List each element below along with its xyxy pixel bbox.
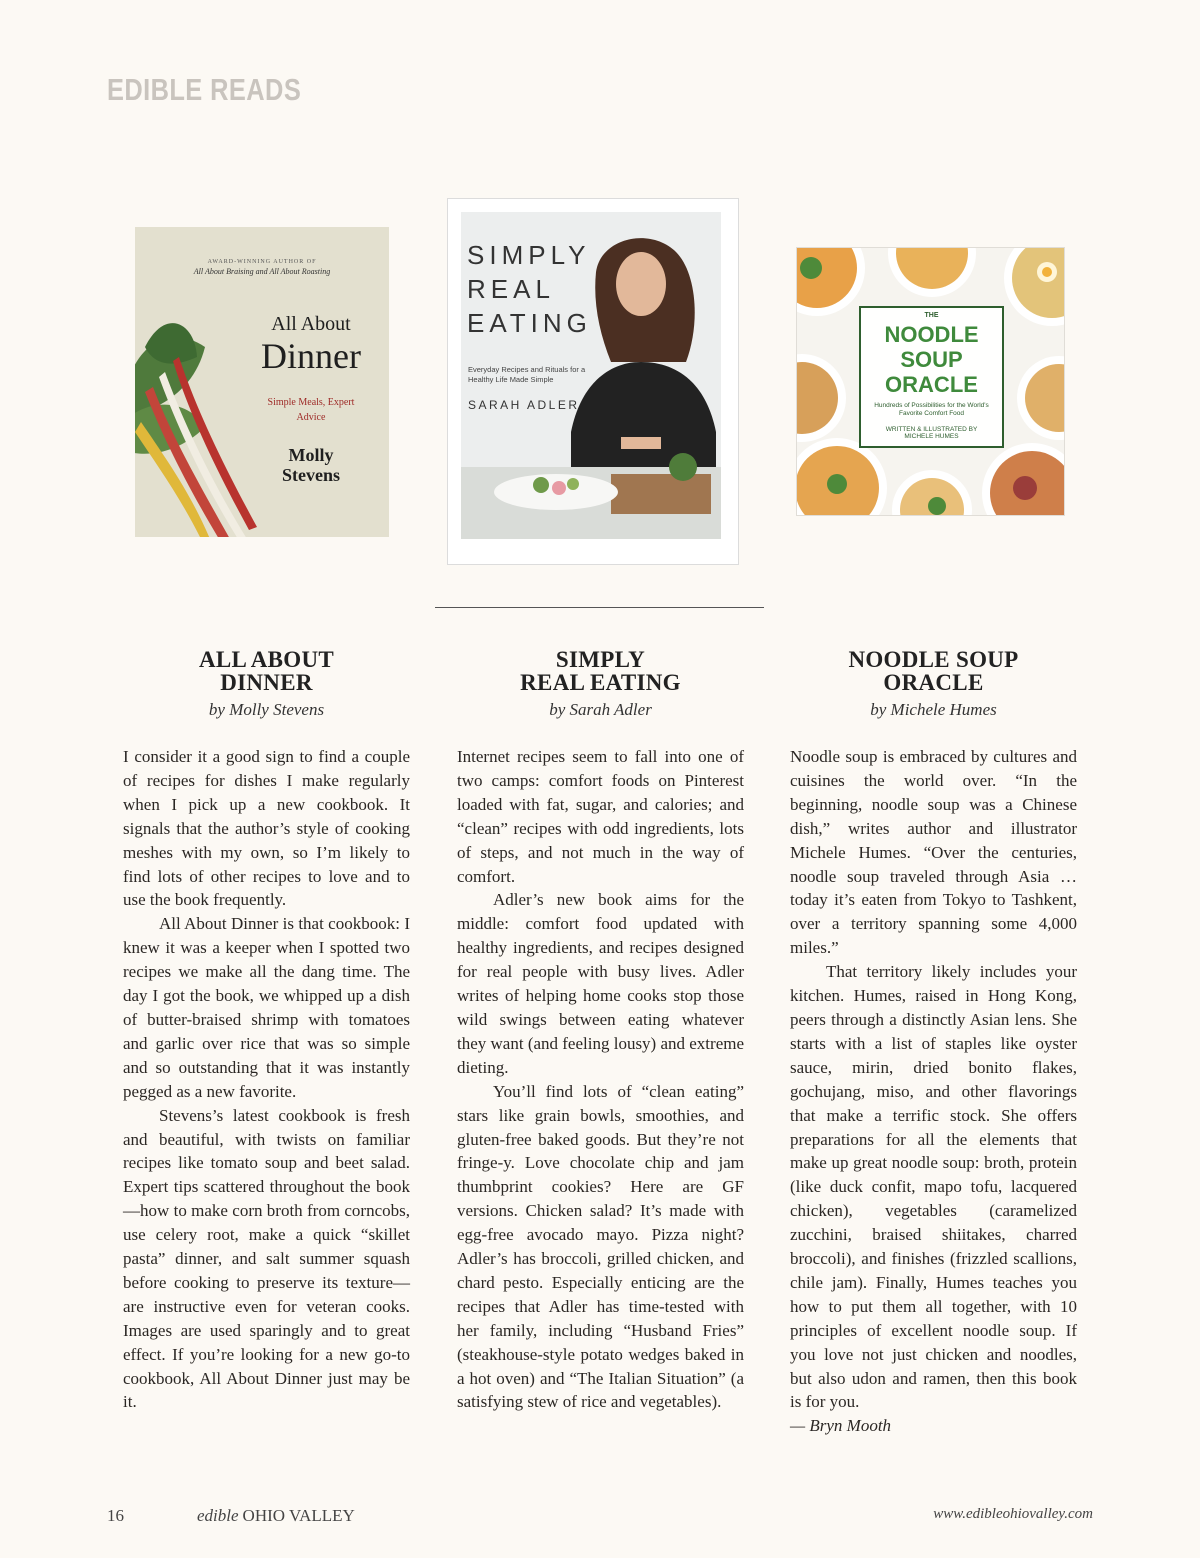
cover-author-line2: Stevens bbox=[282, 465, 340, 485]
review-noodle-soup-oracle bbox=[790, 648, 1077, 1438]
cover-title-line3: EATING bbox=[467, 308, 592, 338]
review-paragraph: Noodle soup is embraced by cultures and cuisines the world over. “In the beginning, noodle soup was a Chinese dish,” writes author and illustrator Michele Humes. “Over the centuries, noodle soup traveled through Asia … today it’s eaten from Tokyo to Tashkent, over a territory spanning some 4,000 miles.” bbox=[790, 747, 1077, 958]
review-author: by Sarah Adler bbox=[549, 700, 652, 719]
cover-title bbox=[861, 322, 1002, 397]
cover-title-line2: REAL bbox=[467, 274, 555, 304]
website-url: www.edibleohiovalley.com bbox=[933, 1506, 1093, 1522]
review-paragraph: You’ll find lots of “clean eating” stars like grain bowls, smoothies, and gluten-free baked goods. But they’re not fringe-y. Love chocolate chip and jam thumbprint cookies? Here are GF versions. Chicken salad? It’s made with egg-free avocado mayo. Pizza night? Adler’s has broccoli, grilled chicken, and chard pesto. Especially enticing are the recipes that Adler has time-tested with her family, including “Husband Fries” (steakhouse-style potato wedges baked in a hot oven) and “The Italian Situation” (a satisfying stew of rice and vegetables). bbox=[457, 1081, 744, 1412]
cover-title-line1: All About bbox=[271, 313, 351, 335]
review-paragraph: I consider it a good sign to find a couple of recipes for dishes I make regularly when I pick up a new cookbook. It signals that the author’s style of cooking meshes with my own, so I’m likely to find lots of other recipes to love and to use the book frequently. bbox=[123, 747, 410, 910]
book-cover-noodle-soup-oracle bbox=[796, 247, 1065, 516]
review-title bbox=[123, 648, 410, 694]
review-all-about-dinner bbox=[123, 648, 410, 1414]
cover-title-line2: Dinner bbox=[261, 336, 361, 376]
magazine-name-italic: edible bbox=[197, 1506, 239, 1525]
cover-author-name: MICHELE HUMES bbox=[904, 433, 959, 440]
review-title-line1: NOODLE SOUP bbox=[848, 647, 1019, 672]
review-paragraph: Stevens’s latest cookbook is fresh and beautiful, with twists on familiar recipes like tomato soup and beet salad. Expert tips scattered throughout the book—how to make corn broth from corncobs, use celery root, make a quick “skillet pasta” dinner, and salt summer squash before cooking to preserve its texture—are instructive even for veteran cooks. Images are used sparingly and to great effect. If you’re looking for a new go-to cookbook, All About Dinner just may be it. bbox=[123, 1105, 410, 1412]
review-author: by Molly Stevens bbox=[208, 700, 325, 719]
review-paragraph: All About Dinner is that cookbook: I knew it was a keeper when I spotted two recipes we make all the dang time. The day I got the book, we whipped up a dish of butter-braised shrimp with tomatoes and garlic over rice that was so simple and so outstanding that it was instantly pegged as a new favorite. bbox=[123, 914, 410, 1101]
cover-subtitle: All About Braising and All About Roasting bbox=[193, 267, 331, 276]
review-title-line1: SIMPLY bbox=[555, 647, 646, 672]
cover-title-line2: SOUP bbox=[900, 347, 963, 372]
cover-title-panel bbox=[859, 306, 1004, 448]
review-title bbox=[790, 648, 1077, 694]
section-heading: EDIBLE READS bbox=[107, 72, 302, 107]
page-number: 16 bbox=[107, 1506, 124, 1525]
review-title-line2: ORACLE bbox=[883, 670, 984, 695]
cover-subtitle: Everyday Recipes and Rituals for a Healthy Life Made Simple bbox=[468, 365, 586, 384]
cover-author: SARAH ADLER bbox=[468, 398, 580, 412]
review-title-line2: REAL EATING bbox=[520, 670, 681, 695]
review-title-line1: ALL ABOUT bbox=[199, 647, 334, 672]
review-paragraph: Adler’s new book aims for the middle: comfort food updated with healthy ingredients, and recipes designed for real people with busy lives. Adler writes of helping home cooks stop those wild swings between eating whatever they want (and feeling lousy) and extreme dieting. bbox=[457, 890, 745, 1077]
review-title-line2: DINNER bbox=[220, 670, 313, 695]
reviewer-byline: — Bryn Mooth bbox=[790, 1416, 892, 1436]
magazine-name bbox=[197, 1506, 355, 1526]
cover-kicker: AWARD-WINNING AUTHOR OF bbox=[207, 259, 317, 265]
cover-tagline: Simple Meals, Expert Advice bbox=[267, 397, 355, 423]
review-body bbox=[790, 745, 1077, 1438]
review-simply-real-eating bbox=[457, 648, 744, 1414]
review-author: by Michele Humes bbox=[870, 700, 997, 719]
cover-author bbox=[861, 426, 1002, 440]
cover-author-line1: Molly bbox=[288, 445, 334, 465]
review-body bbox=[123, 745, 410, 1414]
review-paragraph: Internet recipes seem to fall into one of two camps: comfort foods on Pinterest loaded with fat, sugar, and calories; and “clean” recipes with odd ingredients, lots of steps, and not much in the way of comfort. bbox=[457, 747, 744, 886]
cover-title-article: THE bbox=[924, 312, 939, 319]
book-cover-simply-real-eating bbox=[461, 212, 721, 539]
cover-title-line1: NOODLE bbox=[884, 322, 979, 347]
book-cover-all-about-dinner bbox=[135, 227, 389, 537]
magazine-name-region: OHIO VALLEY bbox=[242, 1506, 355, 1525]
cover-author bbox=[255, 445, 367, 485]
cover-title-line1: SIMPLY bbox=[467, 240, 591, 270]
review-paragraph: That territory likely includes your kitchen. Humes, raised in Hong Kong, peers through a distinctly Asian lens. She starts with a list of staples like oyster sauce, mirin, dried bonito flakes, gochujang, miso, and other flavorings that make a terrific stock. She offers preparations for all the elements that make up great noodle soup: broth, protein (like duck confit, mapo tofu, lacquered chicken), vegetables (caramelized zucchini, braised shiitakes, charred broccoli), and finishes (frizzled scallions, chile jam). Finally, Humes teaches you how to put them all together, with 10 principles of excellent noodle soup. If you love not just chicken and noodles, but also udon and ramen, then this book is for you. bbox=[790, 962, 1077, 1412]
cover-credit: WRITTEN & ILLUSTRATED BY bbox=[885, 426, 978, 433]
review-title bbox=[457, 648, 744, 694]
cover-title-line3: ORACLE bbox=[885, 372, 978, 397]
divider-rule bbox=[435, 607, 764, 608]
review-body bbox=[457, 745, 744, 1414]
cover-subtitle: Hundreds of Possibilities for the World's Favorite Comfort Food bbox=[874, 402, 989, 417]
